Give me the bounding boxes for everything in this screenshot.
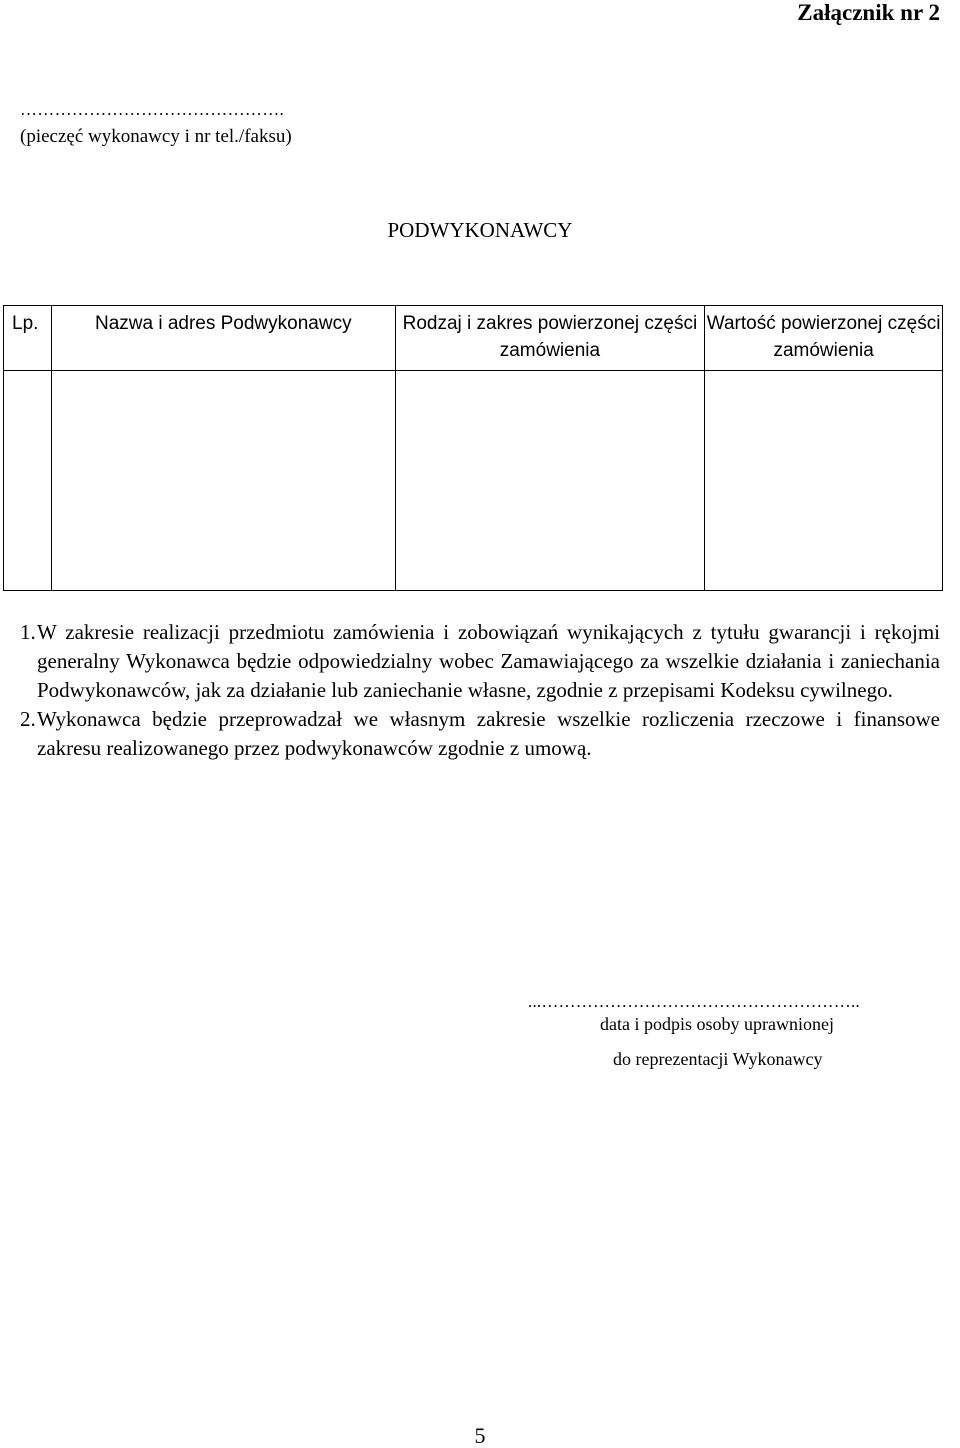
page-number: 5 <box>474 1423 486 1448</box>
cell-value[interactable] <box>705 371 943 591</box>
signature-caption-role: do reprezentacji Wykonawcy <box>613 1049 823 1069</box>
stamp-caption: (pieczęć wykonawcy i nr tel./faksu) <box>20 126 292 147</box>
table-header-row <box>4 306 943 371</box>
term-number: 2. <box>20 707 36 731</box>
cell-lp[interactable] <box>4 371 52 591</box>
attachment-label: Załącznik nr 2 <box>797 0 940 25</box>
header-lp: Lp. <box>4 306 52 371</box>
terms-list <box>20 618 940 763</box>
header-name-address: Nazwa i adres Podwykonawcy <box>51 306 395 371</box>
term-number: 1. <box>20 620 36 644</box>
cell-scope[interactable] <box>395 371 705 591</box>
header-value: Wartość powierzonej części zamówienia <box>705 306 943 371</box>
table-row <box>4 371 943 591</box>
subcontractors-table <box>3 305 943 591</box>
term-text: Wykonawca będzie przeprowadzał we własnym zakresie wszelkie rozliczenia rzeczowe i finansowe zakresu realizowanego przez podwykonawców zgodnie z umową. <box>37 707 940 760</box>
term-item <box>20 705 940 763</box>
signature-caption: data i podpis osoby uprawnionej <box>600 1014 834 1034</box>
signature-line: ...……………………………………………….. <box>528 992 860 1011</box>
page-title: PODWYKONAWCY <box>387 218 573 242</box>
term-text: W zakresie realizacji przedmiotu zamówienia i zobowiązań wynikających z tytułu gwarancji i rękojmi generalny Wykonawca będzie odpowiedzialny wobec Zamawiającego za wszelkie działania i zaniechania Podwykonawców, jak za działanie lub zaniechanie własne, zgodnie z przepisami Kodeksu cywilnego. <box>37 620 940 702</box>
stamp-placeholder-line: ………………………………………. <box>20 100 285 119</box>
cell-name-address[interactable] <box>51 371 395 591</box>
header-scope: Rodzaj i zakres powierzonej części zamówienia <box>395 306 705 371</box>
term-item <box>20 618 940 705</box>
